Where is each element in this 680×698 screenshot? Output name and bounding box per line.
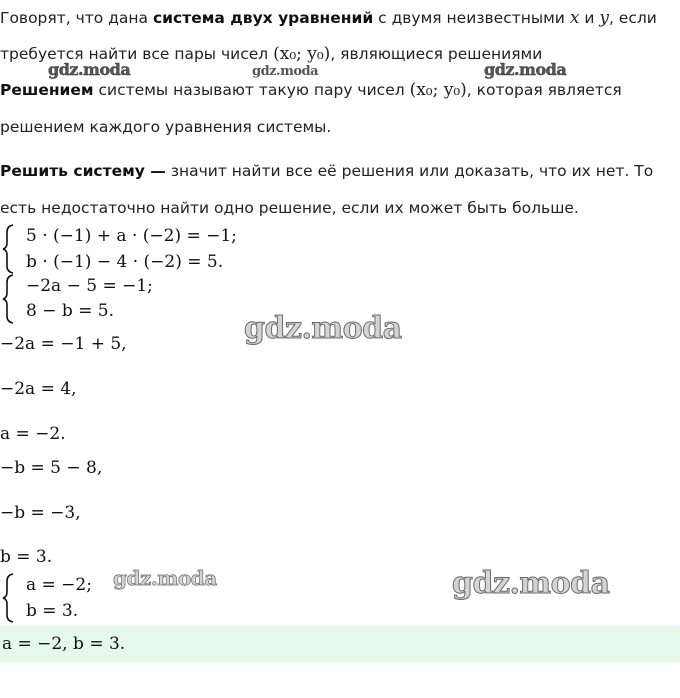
term-solve-system-bold: Решить систему — [0,162,166,180]
text-fragment: есть недостаточно найти одно решение, если их может быть больше. [0,199,579,217]
watermark-logo: gdz.moda [113,566,217,590]
system-2-equation-1: −2a − 5 = −1; [26,276,153,296]
step-line: −2a = −1 + 5, [0,334,127,354]
answer-text: a = −2, b = 3. [2,634,126,654]
paragraph-2-line-1 [0,80,622,100]
system-2-brace [2,274,16,324]
text-fragment: и [579,9,600,27]
paragraph-3-line-1 [0,161,653,181]
variable-x: x [569,8,580,28]
text-fragment: решением каждого уравнения системы. [0,118,332,136]
paragraph-2-line-2 [0,117,331,137]
text-fragment: , которая является [466,81,622,99]
watermark-logo: gdz.moda [244,311,402,346]
text-fragment: Говорят, что дана [0,9,153,27]
step-line: −b = −3, [0,503,81,523]
text-fragment: , если [608,9,657,27]
step-line: b = 3. [0,547,53,567]
system-3-equation-1: a = −2; [26,575,92,595]
pair-expression: (x₀; y₀) [273,44,331,64]
pair-expression: (x₀; y₀) [409,80,467,100]
paragraph-1-line-1 [0,8,657,28]
text-fragment: с двумя неизвестными [373,9,570,27]
watermark-logo: gdz.moda [252,64,319,79]
system-1-equation-2: b · (−1) − 4 · (−2) = 5. [26,252,224,272]
answer-box [0,626,680,662]
watermark-logo: gdz.moda [484,60,567,79]
system-1-brace [2,224,16,274]
system-1-equation-1: 5 · (−1) + a · (−2) = −1; [26,226,237,246]
watermark-logo: gdz.moda [48,60,131,79]
step-line: a = −2. [0,424,66,444]
system-3-brace [2,573,16,623]
variable-y: y [599,8,609,28]
paragraph-3-line-2 [0,198,579,218]
text-fragment: , являющиеся решениями [330,45,543,63]
text-fragment: требуется найти все пары чисел [0,45,274,63]
term-solution-bold: Решением [0,81,94,99]
text-fragment: системы называют такую пару чисел [93,81,410,99]
system-2-equation-2: 8 − b = 5. [26,301,115,321]
watermark-logo: gdz.moda [452,566,610,601]
term-system-bold: система двух уравнений [152,9,374,27]
step-line: −b = 5 − 8, [0,458,103,478]
system-3-equation-2: b = 3. [26,601,79,621]
step-line: −2a = 4, [0,379,77,399]
text-fragment: значит найти все её решения или доказать, что их нет. То [165,162,654,180]
